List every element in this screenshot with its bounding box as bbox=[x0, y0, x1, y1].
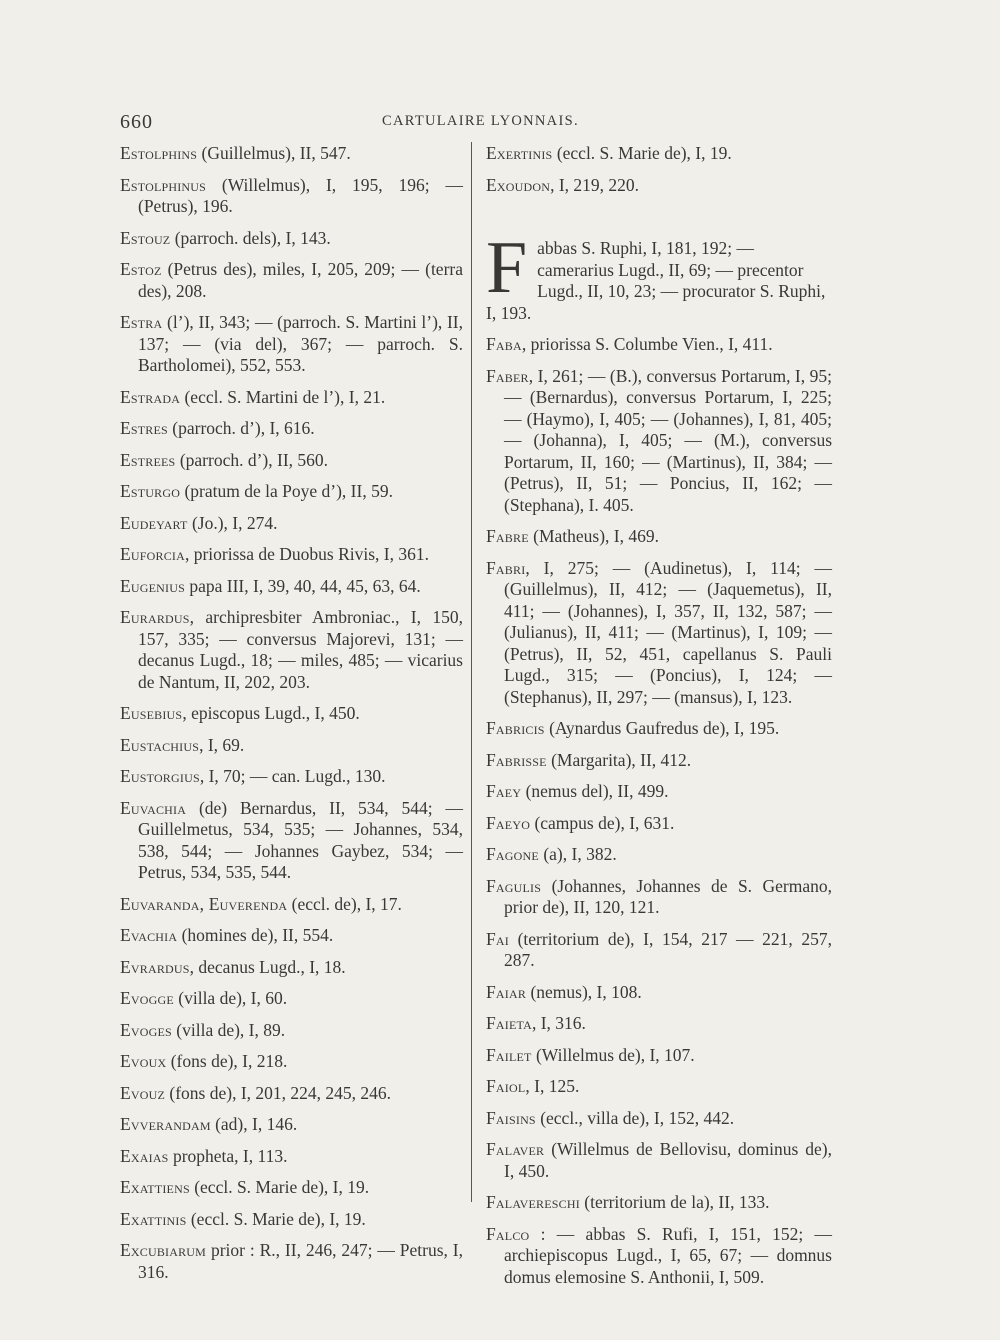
entry-references: (Willelmus de Bellovisu, dominus de), I, 450. bbox=[504, 1139, 832, 1181]
entry-references: (pratum de la Poye d’), II, 59. bbox=[180, 481, 393, 501]
entry-headword: Faba bbox=[486, 334, 522, 354]
right-column bbox=[486, 143, 832, 1298]
entry-references: , I, 69. bbox=[199, 734, 245, 755]
entry-headword: Evogge bbox=[120, 988, 174, 1008]
entry-references: (nemus), I, 108. bbox=[526, 981, 642, 1002]
entry-headword: Evrardus bbox=[120, 956, 190, 977]
entry-headword: Fagone bbox=[486, 844, 539, 864]
index-entry bbox=[120, 1209, 463, 1231]
index-entry bbox=[486, 143, 832, 165]
entry-references: , I, 70; — can. Lugd., 130. bbox=[199, 766, 386, 786]
index-entry bbox=[120, 1083, 463, 1105]
entry-references: (Matheus), I, 469. bbox=[528, 526, 660, 546]
entry-references: , I, 261; — (B.), conversus Portarum, I, 95; — (Bernardus), conversus Portarum, I, 225; — (Haymo), I, 405; — (Johannes), I, 81, 405; — (Johanna), I, 405; — (M.), conversus Portarum, II, 160; — (Martinus), II, 384; — (Petrus), II, 51; — Poncius, II, 162; — (Stephana), I. 405. bbox=[504, 365, 832, 515]
entry-references: (homines de), II, 554. bbox=[177, 925, 334, 945]
entry-references: (campus de), I, 631. bbox=[530, 812, 675, 833]
entry-references: (a), I, 382. bbox=[538, 844, 617, 864]
entry-headword: Exaias bbox=[120, 1145, 169, 1166]
entry-headword: Falaver bbox=[486, 1139, 545, 1159]
index-entry bbox=[486, 813, 832, 835]
entry-references: (eccl. S. Martini de l’), I, 21. bbox=[180, 386, 386, 407]
entry-headword: Falavereschi bbox=[486, 1192, 580, 1212]
right-column-entries bbox=[486, 334, 832, 1288]
index-entry bbox=[120, 1051, 463, 1073]
index-entry bbox=[120, 607, 463, 693]
index-entry bbox=[486, 1013, 832, 1035]
entry-references: , episcopus Lugd., I, 450. bbox=[182, 703, 360, 723]
letter-f-section-opening bbox=[486, 227, 832, 324]
entry-references: , decanus Lugd., I, 18. bbox=[189, 956, 346, 977]
entry-references: , I, 219, 220. bbox=[550, 174, 640, 195]
index-entry bbox=[120, 513, 463, 535]
entry-headword: Evoux bbox=[120, 1051, 167, 1071]
entry-references: , priorissa de Duobus Rivis, I, 361. bbox=[184, 544, 429, 564]
entry-references: , archipresbiter Ambroniac., I, 150, 157, 335; — conversus Majorevi, 131; — decanus Lugd., 18; — miles, 485; — vicarius de Nantum, II, 202, 203. bbox=[138, 607, 463, 692]
index-entry bbox=[120, 1020, 463, 1042]
entry-references: (ad), I, 146. bbox=[210, 1114, 298, 1134]
entry-headword: Estoz bbox=[120, 259, 162, 279]
entry-headword: Estres bbox=[120, 418, 168, 438]
column-divider bbox=[471, 142, 472, 1202]
entry-headword: Falco bbox=[486, 1223, 530, 1244]
entry-headword: Euforcia bbox=[120, 544, 185, 564]
page-number: 660 bbox=[120, 111, 153, 133]
drop-cap-letter: F bbox=[486, 227, 528, 309]
entry-references: (eccl., villa de), I, 152, 442. bbox=[535, 1107, 735, 1128]
entry-headword: Faiar bbox=[486, 981, 527, 1002]
index-entry bbox=[486, 929, 832, 972]
entry-headword: Euvaranda, Euverenda bbox=[120, 893, 288, 914]
entry-references: (l’), II, 343; — (parroch. S. Martini l’), II, 137; — (via del), 367; — parroch. S. Bartholomei), 552, 553. bbox=[138, 312, 463, 375]
index-entry bbox=[120, 988, 463, 1010]
entry-headword: Euvachia bbox=[120, 797, 187, 818]
entry-headword: Excubiarum bbox=[120, 1240, 207, 1260]
index-entry bbox=[120, 175, 463, 218]
entry-headword: Eugenius bbox=[120, 575, 185, 596]
index-entry bbox=[120, 576, 463, 598]
index-entry bbox=[486, 1045, 832, 1067]
index-entry bbox=[486, 1108, 832, 1130]
entry-references: (de) Bernardus, II, 534, 544; — Guillelmetus, 534, 535; — Johannes, 534, 538, 544; — Johannes Gaybez, 534; — Petrus, 534, 535, 544. bbox=[138, 797, 463, 882]
entry-headword: Faeyo bbox=[486, 812, 531, 833]
index-entry bbox=[486, 982, 832, 1004]
index-entry bbox=[486, 750, 832, 772]
index-entry bbox=[120, 450, 463, 472]
index-entry bbox=[120, 544, 463, 566]
entry-references: , I, 125. bbox=[525, 1076, 580, 1096]
index-entry bbox=[120, 957, 463, 979]
index-entry bbox=[120, 1146, 463, 1168]
entry-references: propheta, I, 113. bbox=[168, 1145, 288, 1166]
entry-headword: Evverandam bbox=[120, 1114, 211, 1134]
index-entry bbox=[120, 228, 463, 250]
entry-references: (Johannes, Johannes de S. Germano, prior de), II, 120, 121. bbox=[504, 875, 832, 917]
entry-references: (parroch. dels), I, 143. bbox=[170, 227, 331, 248]
index-entry bbox=[486, 334, 832, 356]
entry-references: (eccl. S. Marie de), I, 19. bbox=[189, 1177, 370, 1197]
entry-references: , I, 275; — (Audinetus), I, 114; — (Guillelmus), II, 412; — (Jaquemetus), II, 411; — (Johannes), I, 357, II, 132, 587; — (Julianus), II, 411; — (Martinus), I, 109; — (Petrus), II, 52, 451, capellanus S. Pauli Lugd., 315; — (Poncius), I, 124; — (Stephanus), II, 297; — (mansus), I, 123. bbox=[504, 557, 832, 707]
entry-references: (Aynardus Gaufredus de), I, 195. bbox=[544, 718, 780, 738]
entry-references: (Jo.), I, 274. bbox=[187, 512, 278, 533]
entry-headword: Faey bbox=[486, 781, 522, 801]
index-entry bbox=[120, 1114, 463, 1136]
entry-references: (parroch. d’), II, 560. bbox=[175, 449, 329, 470]
running-title: CARTULAIRE LYONNAIS. bbox=[382, 113, 579, 129]
entry-references: papa III, I, 39, 40, 44, 45, 63, 64. bbox=[184, 575, 421, 596]
index-entry bbox=[486, 1192, 832, 1214]
entry-references: prior : R., II, 246, 247; — Petrus, I, 316. bbox=[138, 1240, 463, 1282]
section-break bbox=[486, 206, 832, 238]
entry-headword: Estolphins bbox=[120, 143, 198, 163]
entry-references: (fons de), I, 218. bbox=[166, 1051, 288, 1071]
entry-headword: Exattiens bbox=[120, 1177, 190, 1197]
entry-headword: Fabre bbox=[486, 526, 529, 546]
entry-references: , priorissa S. Columbe Vien., I, 411. bbox=[521, 334, 773, 354]
entry-references: (Margarita), II, 412. bbox=[546, 749, 692, 770]
index-entry bbox=[120, 481, 463, 503]
index-entry bbox=[120, 143, 463, 165]
index-entry bbox=[120, 1240, 463, 1283]
index-entry bbox=[486, 558, 832, 709]
entry-headword: Evachia bbox=[120, 925, 178, 945]
entry-references: : — abbas S. Rufi, I, 151, 152; — archiepiscopus Lugd., I, 65, 67; — domnus domus elemosine S. Anthonii, I, 509. bbox=[504, 1223, 832, 1287]
index-entry bbox=[120, 766, 463, 788]
entry-references: (Petrus des), miles, I, 205, 209; — (terra des), 208. bbox=[138, 259, 463, 301]
entry-headword: Esturgo bbox=[120, 481, 181, 501]
entry-headword: Eurardus bbox=[120, 607, 190, 627]
drop-cap-entry-text: abbas S. Ruphi, I, 181, 192; — camerarius Lugd., II, 69; — precentor Lugd., II, 10, 23; — procurator S. Ruphi, I, 193. bbox=[486, 238, 826, 323]
index-entry bbox=[486, 1076, 832, 1098]
index-entry bbox=[120, 925, 463, 947]
index-entry bbox=[120, 259, 463, 302]
entry-references: (territorium de), I, 154, 217 — 221, 257, 287. bbox=[504, 928, 832, 970]
entry-headword: Eudeyart bbox=[120, 512, 188, 533]
index-entry bbox=[120, 1177, 463, 1199]
left-column bbox=[120, 143, 463, 1293]
entry-references: (villa de), I, 89. bbox=[171, 1019, 286, 1040]
entry-headword: Fagulis bbox=[486, 875, 542, 896]
entry-headword: Estrees bbox=[120, 449, 176, 470]
index-entry bbox=[120, 798, 463, 884]
entry-references: (Guillelmus), II, 547. bbox=[197, 143, 351, 163]
index-entry bbox=[486, 366, 832, 517]
index-entry bbox=[120, 312, 463, 377]
entry-headword: Estrada bbox=[120, 386, 181, 407]
index-entry bbox=[486, 781, 832, 803]
entry-headword: Eustorgius bbox=[120, 766, 200, 786]
index-entry bbox=[120, 387, 463, 409]
entry-headword: Faiol bbox=[486, 1076, 526, 1096]
index-entry bbox=[120, 418, 463, 440]
entry-headword: Faieta bbox=[486, 1013, 532, 1033]
index-entry bbox=[486, 1139, 832, 1182]
index-entry bbox=[486, 844, 832, 866]
entry-references: (fons de), I, 201, 224, 245, 246. bbox=[165, 1082, 392, 1103]
entry-headword: Eusebius bbox=[120, 703, 183, 723]
entry-headword: Fabrisse bbox=[486, 749, 547, 770]
entry-headword: Exattinis bbox=[120, 1208, 187, 1229]
entry-headword: Fabri bbox=[486, 557, 526, 578]
entry-headword: Exoudon bbox=[486, 174, 551, 195]
entry-headword: Exertinis bbox=[486, 143, 553, 163]
entry-headword: Faisins bbox=[486, 1107, 536, 1128]
entry-references: (eccl. S. Marie de), I, 19. bbox=[186, 1208, 366, 1229]
entry-headword: Evoges bbox=[120, 1019, 172, 1040]
entry-references: , I, 316. bbox=[531, 1013, 586, 1033]
entry-headword: Eustachius bbox=[120, 734, 200, 755]
entry-headword: Faber bbox=[486, 365, 529, 386]
entry-references: (Willelmus de), I, 107. bbox=[531, 1044, 695, 1065]
index-entry bbox=[486, 175, 832, 197]
index-entry bbox=[120, 703, 463, 725]
entry-references: (nemus del), II, 499. bbox=[521, 781, 669, 801]
entry-references: (villa de), I, 60. bbox=[173, 988, 288, 1008]
right-column-top-entries bbox=[486, 143, 832, 196]
entry-references: (Willelmus), I, 195, 196; — (Petrus), 196. bbox=[138, 174, 463, 216]
entry-references: (territorium de la), II, 133. bbox=[579, 1192, 770, 1212]
index-entry bbox=[120, 894, 463, 916]
entry-headword: Fai bbox=[486, 928, 509, 949]
entry-headword: Evouz bbox=[120, 1082, 166, 1103]
index-entry bbox=[486, 876, 832, 919]
index-entry bbox=[486, 526, 832, 548]
entry-references: (eccl. de), I, 17. bbox=[287, 893, 402, 914]
entry-headword: Estra bbox=[120, 312, 163, 332]
index-entry bbox=[120, 735, 463, 757]
entry-headword: Estouz bbox=[120, 227, 171, 248]
entry-references: (eccl. S. Marie de), I, 19. bbox=[552, 143, 732, 163]
entry-headword: Failet bbox=[486, 1044, 532, 1065]
index-entry bbox=[486, 1224, 832, 1289]
entry-references: (parroch. d’), I, 616. bbox=[167, 418, 315, 438]
entry-headword: Estolphinus bbox=[120, 174, 207, 195]
index-entry bbox=[486, 718, 832, 740]
entry-headword: Fabricis bbox=[486, 718, 545, 738]
